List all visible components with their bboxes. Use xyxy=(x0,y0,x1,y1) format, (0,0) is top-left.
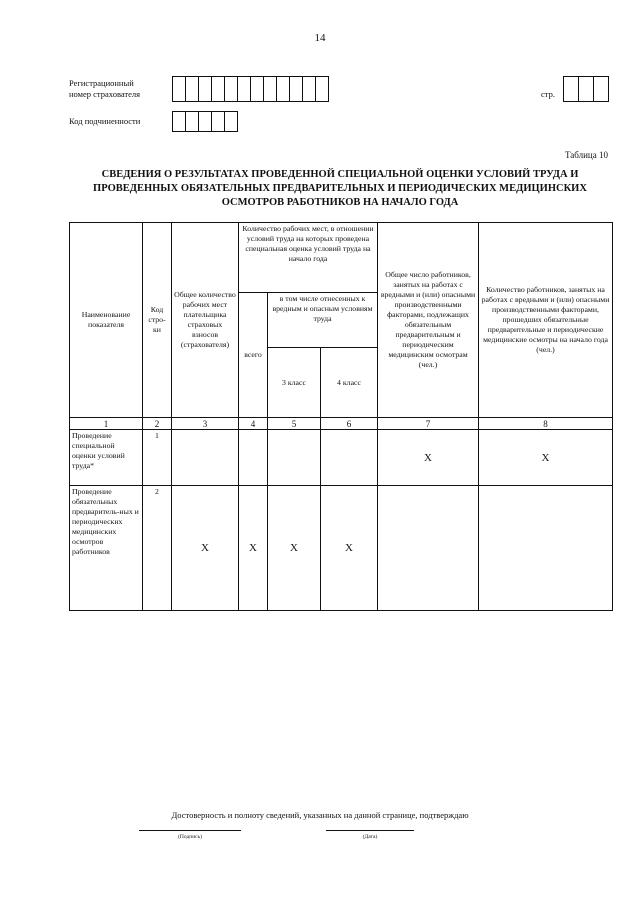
cell-excluded-mark: Х xyxy=(479,430,613,486)
reg-number-label-line2: номер страхователя xyxy=(69,89,141,99)
col-header-workers-exam: Количество работников, занятых на работах с вредными и (или) опасными производственными факторами, прошедших обязательные предварительные и периодические медицинские осмотры на начало года (чел.) xyxy=(479,223,613,418)
cell-excluded-mark: Х xyxy=(172,486,239,611)
cell-input[interactable] xyxy=(172,430,239,486)
cell-input[interactable] xyxy=(239,430,268,486)
page-title xyxy=(60,168,620,210)
row-code: 2 xyxy=(143,486,172,611)
signature-line[interactable] xyxy=(139,830,241,831)
reg-number-label-line1: Регистрационный xyxy=(69,78,134,88)
col-number: 2 xyxy=(143,418,172,430)
col-number: 3 xyxy=(172,418,239,430)
reg-number-label xyxy=(69,78,140,100)
col-header-all: всего xyxy=(239,293,268,418)
cell-excluded-mark: Х xyxy=(239,486,268,611)
table-label: Таблица 10 xyxy=(565,150,608,160)
row-code: 1 xyxy=(143,430,172,486)
col-header-workers-harmful: Общее число работников, занятых на работах с вредными и (или) опасными производственными факторами, подлежащих обязательным предварительным и периодическим медицинским осмотрам (чел.) xyxy=(378,223,479,418)
title-line-2: ПРОВЕДЕННЫХ ОБЯЗАТЕЛЬНЫХ ПРЕДВАРИТЕЛЬНЫХ И ПЕРИОДИЧЕСКИХ МЕДИЦИНСКИХ xyxy=(93,183,587,194)
col-header-name: Наименование показателя xyxy=(70,223,143,418)
cell-input[interactable] xyxy=(378,486,479,611)
table-row xyxy=(70,486,613,611)
col-header-assessed: Количество рабочих мест, в отношении условий труда на которых проведена специальная оценка условий труда на начало года xyxy=(239,223,378,293)
col-header-code: Код стро-ки xyxy=(143,223,172,418)
col-number: 5 xyxy=(268,418,321,430)
page-number: 14 xyxy=(314,32,326,44)
cell-input[interactable] xyxy=(268,430,321,486)
cell-excluded-mark: Х xyxy=(268,486,321,611)
date-caption: (Дата) xyxy=(362,834,378,840)
subordination-code-label: Код подчиненности xyxy=(69,116,141,126)
cell-excluded-mark: Х xyxy=(321,486,378,611)
subordination-code-field[interactable] xyxy=(172,111,238,132)
col-number: 8 xyxy=(479,418,613,430)
col-header-total: Общее количество рабочих мест плательщика страховых взносов (страхователя) xyxy=(172,223,239,418)
col-number: 7 xyxy=(378,418,479,430)
title-line-1: СВЕДЕНИЯ О РЕЗУЛЬТАТАХ ПРОВЕДЕННОЙ СПЕЦИАЛЬНОЙ ОЦЕНКИ УСЛОВИЙ ТРУДА И xyxy=(101,169,579,180)
column-numbers-row xyxy=(70,418,613,430)
cell-input[interactable] xyxy=(479,486,613,611)
data-table xyxy=(69,222,613,611)
row-name: Проведение специальной оценки условий труда* xyxy=(70,430,143,486)
col-number: 6 xyxy=(321,418,378,430)
col-number: 4 xyxy=(239,418,268,430)
confirmation-text: Достоверность и полноту сведений, указанных на данной странице, подтверждаю xyxy=(171,810,469,820)
title-line-3: ОСМОТРОВ РАБОТНИКОВ НА НАЧАЛО ГОДА xyxy=(221,197,459,208)
cell-excluded-mark: Х xyxy=(378,430,479,486)
col-header-class3: 3 класс xyxy=(268,348,321,418)
page-field-label: стр. xyxy=(541,89,555,99)
date-line[interactable] xyxy=(326,830,414,831)
col-header-harmful: в том числе отнесенных к вредным и опасным условиям труда xyxy=(268,293,378,348)
page-field[interactable] xyxy=(563,76,609,102)
reg-number-field[interactable] xyxy=(172,76,329,102)
col-header-class4: 4 класс xyxy=(321,348,378,418)
table-row xyxy=(70,430,613,486)
signature-caption: (Подпись) xyxy=(178,834,202,840)
cell-input[interactable] xyxy=(321,430,378,486)
col-number: 1 xyxy=(70,418,143,430)
row-name: Проведение обязательных предваритель-ных и периодических медицинских осмотров работников xyxy=(70,486,143,611)
